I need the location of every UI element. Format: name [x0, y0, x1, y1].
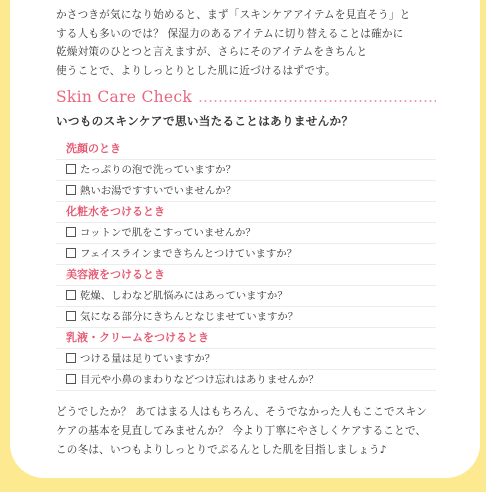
check-item-label: 気になる部分にきちんとなじませていますか？ — [80, 311, 299, 324]
dot-border-right — [470, 10, 478, 438]
dot-border-bottom — [26, 460, 464, 468]
check-item[interactable] — [56, 160, 436, 181]
checkbox-icon[interactable] — [66, 248, 76, 258]
checkbox-icon[interactable] — [66, 311, 76, 321]
summary-line: どうでしたか？ あてはまる人はもちろん、そうでなかった人もここでスキン — [56, 406, 428, 419]
check-group-toner — [56, 202, 436, 265]
group-title: 化粧水をつけるとき — [56, 202, 436, 223]
summary-paragraph — [56, 403, 436, 459]
summary-line: この冬は、いつもよりしっとりでぷるんとした肌を目指しましょう♪ — [56, 443, 387, 456]
group-title: 乳液・クリームをつけるとき — [56, 328, 436, 349]
checkbox-icon[interactable] — [66, 164, 76, 174]
check-item-label: 乾燥、しわなど肌悩みにはあっていますか？ — [80, 290, 288, 303]
intro-line: 使うことで、よりしっとりとした肌に近づけるはずです。 — [56, 64, 336, 77]
check-item-label: コットンで肌をこすっていませんか？ — [80, 227, 256, 240]
summary-line: ケアの基本を見直してみませんか？ 今より丁寧にやさしくケアすることで、 — [56, 424, 427, 437]
check-item[interactable] — [56, 349, 436, 370]
check-question: いつものスキンケアで思い当たることはありませんか？ — [56, 114, 354, 129]
intro-line: かさつきが気になり始めると、まず「スキンケアアイテムを見直そう」と — [56, 9, 411, 21]
intro-line: 乾燥対策のひとつと言えますが、さらにそのアイテムをきちんと — [56, 46, 368, 59]
check-item[interactable] — [56, 307, 436, 328]
check-item[interactable] — [56, 181, 436, 202]
check-item-label: たっぷりの泡で洗っていますか？ — [80, 164, 236, 177]
dotted-rule — [198, 100, 436, 102]
check-item[interactable] — [56, 223, 436, 244]
section-title: Skin Care Check — [56, 88, 193, 107]
check-item-label: つける量は足りていますか？ — [80, 353, 216, 366]
article — [56, 6, 436, 459]
group-title: 美容液をつけるとき — [56, 265, 436, 286]
checkbox-icon[interactable] — [66, 290, 76, 300]
check-item-label: 目元や小鼻のまわりなどつけ忘れはありませんか？ — [80, 374, 319, 387]
checkbox-icon[interactable] — [66, 374, 76, 384]
group-title: 洗顔のとき — [56, 139, 436, 160]
check-item-label: 熱いお湯ですすいでいませんか？ — [80, 185, 236, 198]
check-group-cream — [56, 328, 436, 391]
check-item[interactable] — [56, 370, 436, 391]
check-group-serum — [56, 265, 436, 328]
checkbox-icon[interactable] — [66, 185, 76, 195]
skin-care-check-header — [56, 85, 436, 113]
check-item[interactable] — [56, 286, 436, 307]
checkbox-icon[interactable] — [66, 353, 76, 363]
dot-border-left — [12, 10, 20, 438]
check-group-face-wash — [56, 139, 436, 202]
check-item-label: フェイスラインまできちんとつけていますか？ — [80, 248, 298, 261]
checkbox-icon[interactable] — [66, 227, 76, 237]
intro-line: する人も多いのでは？ 保湿力のあるアイテムに切り替えることは確かに — [56, 27, 404, 40]
check-item[interactable] — [56, 244, 436, 265]
intro-paragraph — [56, 6, 436, 80]
